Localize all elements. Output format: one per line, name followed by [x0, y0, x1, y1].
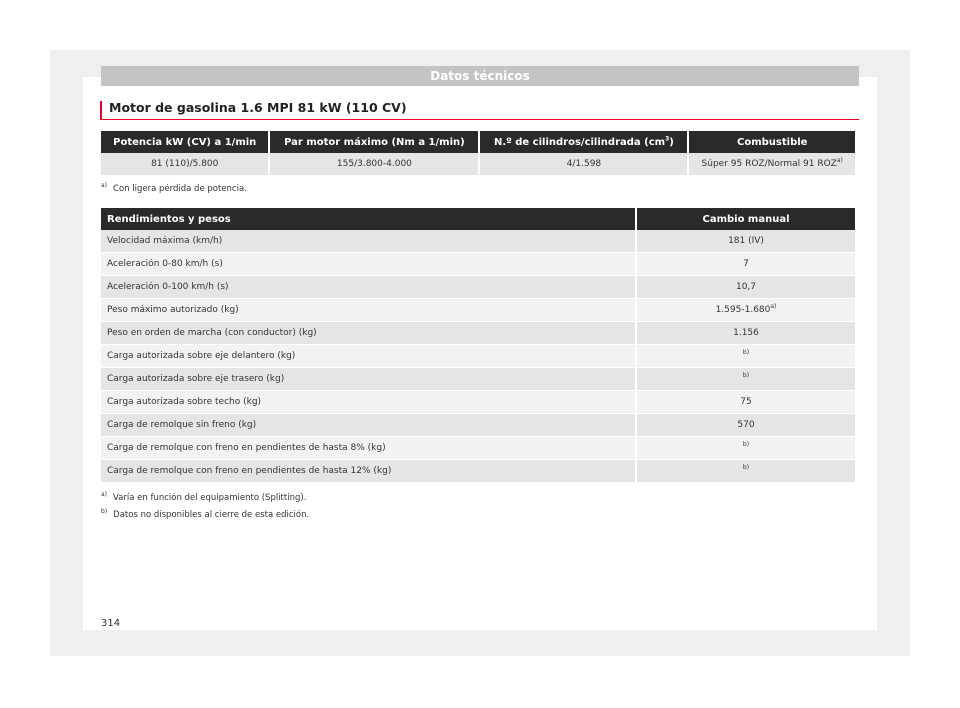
- table-row: [101, 299, 855, 322]
- row-label: Peso máximo autorizado (kg): [101, 299, 635, 322]
- row-value: [637, 322, 855, 345]
- row-value: [637, 230, 855, 253]
- row-label: Carga de remolque con freno en pendientes de hasta 12% (kg): [101, 460, 635, 483]
- page-heading: Motor de gasolina 1.6 MPI 81 kW (110 CV): [100, 101, 859, 120]
- table-row: [101, 437, 855, 460]
- row-label: Carga de remolque sin freno (kg): [101, 414, 635, 437]
- footnote-mark: b): [101, 508, 108, 516]
- row-value-text: 181 (IV): [728, 236, 764, 246]
- table-row: [101, 253, 855, 276]
- row-value-text: 1.595-1.680: [715, 305, 771, 315]
- engine-table: [99, 131, 857, 176]
- footnote-mark: a): [101, 491, 108, 499]
- engine-table-header: [101, 131, 855, 153]
- cell-torque: 155/3.800-4.000: [270, 153, 478, 176]
- cell-power: 81 (110)/5.800: [101, 153, 268, 176]
- row-value-text: 7: [743, 259, 749, 269]
- row-value-sup: a): [770, 303, 777, 310]
- row-value-text: 10,7: [735, 282, 757, 292]
- cell-fuel-text: Súper 95 ROZ/Normal 91 ROZ: [701, 159, 837, 169]
- table-row: [101, 322, 855, 345]
- section-title: Datos técnicos: [101, 66, 859, 86]
- row-value-sup: b): [742, 464, 750, 471]
- row-label: Aceleración 0-100 km/h (s): [101, 276, 635, 299]
- footnote-b: [101, 510, 309, 520]
- header-cylinders-close: ): [669, 136, 674, 148]
- row-label: Carga autorizada sobre eje delantero (kg): [101, 345, 635, 368]
- row-value-text: 1.156: [733, 328, 759, 338]
- table-row: [101, 368, 855, 391]
- footnote-a: [101, 493, 306, 503]
- header-cylinders-sup: 3: [665, 135, 670, 143]
- row-label: Velocidad máxima (km/h): [101, 230, 635, 253]
- row-value-sup: b): [742, 372, 750, 379]
- table-row: [101, 345, 855, 368]
- header-manual-gearbox: Cambio manual: [637, 208, 855, 230]
- header-cylinders-text: N.º de cilindros/cilindrada (cm: [493, 136, 666, 148]
- header-cylinders: [480, 131, 687, 153]
- row-value: [637, 460, 855, 483]
- row-value-text: 75: [740, 397, 752, 407]
- header-performance: Rendimientos y pesos: [101, 208, 635, 230]
- header-fuel: Combustible: [689, 131, 855, 153]
- header-power: Potencia kW (CV) a 1/min: [101, 131, 268, 153]
- row-value: [637, 345, 855, 368]
- row-label: Peso en orden de marcha (con conductor) (kg): [101, 322, 635, 345]
- row-label: Carga autorizada sobre techo (kg): [101, 391, 635, 414]
- row-value: [637, 253, 855, 276]
- row-value: [637, 391, 855, 414]
- table-row: [101, 391, 855, 414]
- performance-table-header: [101, 208, 855, 230]
- row-label: Carga de remolque con freno en pendientes de hasta 8% (kg): [101, 437, 635, 460]
- row-label: Aceleración 0-80 km/h (s): [101, 253, 635, 276]
- row-value: [637, 276, 855, 299]
- performance-table: [99, 208, 857, 483]
- table-row: [101, 230, 855, 253]
- page-number: 314: [101, 618, 121, 629]
- row-value: [637, 437, 855, 460]
- row-value: [637, 299, 855, 322]
- row-value-sup: b): [742, 441, 750, 448]
- header-torque: Par motor máximo (Nm a 1/min): [270, 131, 478, 153]
- performance-table-body: [101, 230, 855, 483]
- footnote-text: Varía en función del equipamiento (Splitting).: [113, 493, 307, 503]
- row-value: [637, 414, 855, 437]
- row-value-sup: b): [742, 349, 750, 356]
- row-value-text: 570: [737, 420, 755, 430]
- footnote-mark: a): [101, 182, 108, 190]
- cell-cylinders: 4/1.598: [480, 153, 687, 176]
- footnote-engine: [101, 184, 247, 194]
- cell-fuel: [689, 153, 855, 176]
- cell-fuel-sup: a): [836, 157, 843, 164]
- row-label: Carga autorizada sobre eje trasero (kg): [101, 368, 635, 391]
- table-row: [101, 460, 855, 483]
- table-row: [101, 414, 855, 437]
- row-value: [637, 368, 855, 391]
- footnote-text: Datos no disponibles al cierre de esta edición.: [113, 510, 310, 520]
- table-row: [101, 276, 855, 299]
- table-row: [101, 153, 855, 176]
- footnote-text: Con ligera pérdida de potencia.: [113, 184, 247, 194]
